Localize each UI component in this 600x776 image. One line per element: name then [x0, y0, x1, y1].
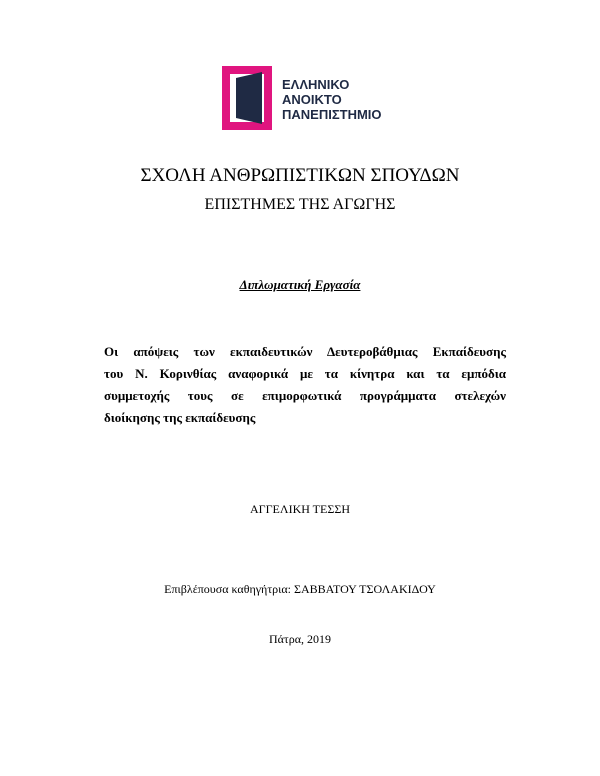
school-name: ΣΧΟΛΗ ΑΝΘΡΩΠΙΣΤΙΚΩΝ ΣΠΟΥΔΩΝ — [140, 165, 460, 186]
thesis-title — [104, 341, 506, 429]
university-logo — [222, 66, 392, 130]
thesis-title-line: διοίκησης της εκπαίδευσης — [104, 410, 256, 425]
document-type: Διπλωματική Εργασία — [239, 277, 361, 292]
author-name: ΑΓΓΕΛΙΚΗ ΤΕΣΣΗ — [250, 502, 350, 516]
logo-line-3: ΠΑΝΕΠΙΣΤΗΜΙΟ — [282, 107, 382, 122]
place-date: Πάτρα, 2019 — [268, 632, 332, 646]
logo-line-1: ΕΛΛΗΝΙΚΟ — [282, 77, 350, 92]
supervisor-line: Επιβλέπουσα καθηγήτρια: ΣΑΒΒΑΤΟΥ ΤΣΟΛΑΚΙΔΟΥ — [164, 582, 436, 596]
thesis-title-line: συμμετοχής τους σε επιμορφωτικά προγράμματα στελεχών — [104, 388, 506, 403]
university-logo-text — [282, 77, 382, 122]
logo-line-2: ΑΝΟΙΚΤΟ — [282, 92, 342, 107]
thesis-title-line: Οι απόψεις των εκπαιδευτικών Δευτεροβάθμιας Εκπαίδευσης — [104, 344, 506, 359]
thesis-title-line: του Ν. Κορινθίας αναφορικά με τα κίνητρα και τα εμπόδια — [104, 366, 506, 381]
university-logo-mark — [222, 66, 272, 130]
department-name: ΕΠΙΣΤΗΜΕΣ ΤΗΣ ΑΓΩΓΗΣ — [204, 196, 396, 213]
